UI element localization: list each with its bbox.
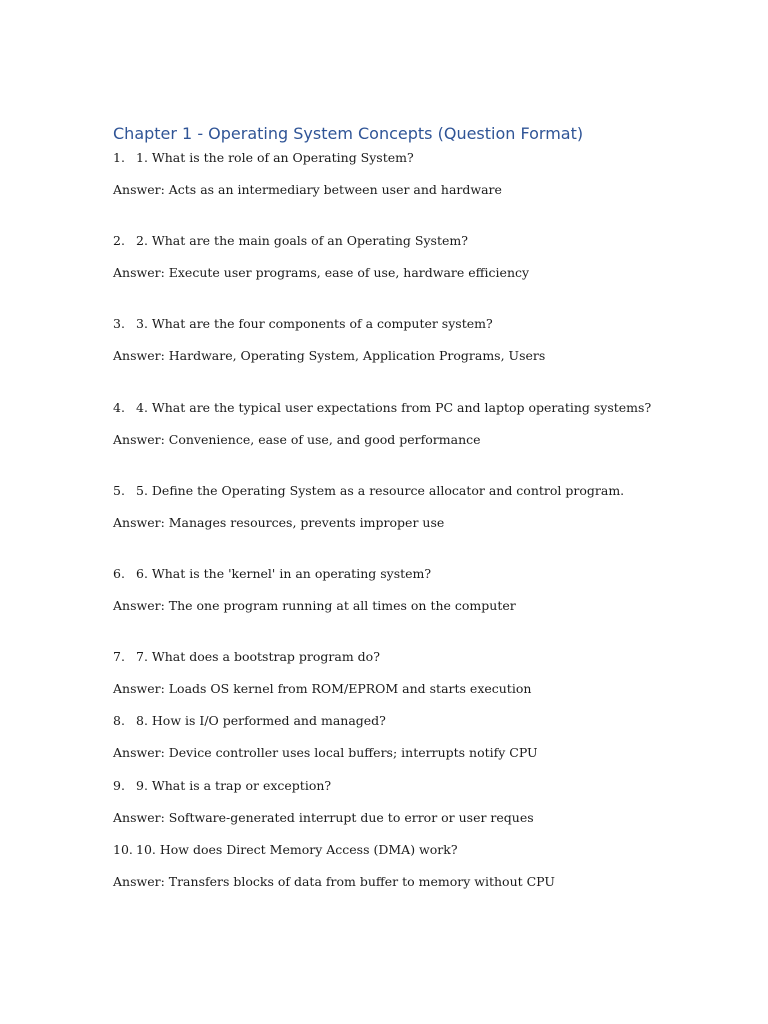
question-text: 6. What is the 'kernel' in an operating system?	[136, 566, 432, 581]
question-text: 10. How does Direct Memory Access (DMA) work?	[136, 842, 458, 857]
answer-text: Answer: Acts as an intermediary between user and hardware	[113, 182, 502, 197]
item-number: 5.	[113, 483, 125, 498]
qa-item	[113, 842, 555, 890]
answer-text: Answer: Manages resources, prevents improper use	[113, 515, 445, 530]
qa-item	[113, 316, 545, 364]
question-line	[113, 566, 516, 582]
qa-item	[113, 778, 534, 826]
qa-item	[113, 150, 502, 198]
question-text: 9. What is a trap or exception?	[136, 778, 332, 793]
qa-item	[113, 483, 624, 531]
question-text: 8. How is I/O performed and managed?	[136, 713, 386, 728]
question-line	[113, 842, 555, 858]
answer-text: Answer: Software-generated interrupt due to error or user reques	[113, 810, 534, 825]
item-number: 2.	[113, 233, 125, 248]
qa-item	[113, 233, 529, 281]
question-line	[113, 233, 529, 249]
question-line	[113, 150, 502, 166]
answer-text: Answer: Convenience, ease of use, and good performance	[113, 432, 481, 447]
qa-item	[113, 649, 531, 697]
question-line	[113, 316, 545, 332]
question-text: 4. What are the typical user expectations from PC and laptop operating systems?	[136, 400, 652, 415]
qa-item	[113, 566, 516, 614]
answer-text: Answer: Execute user programs, ease of use, hardware efficiency	[113, 265, 530, 280]
item-number: 1.	[113, 150, 125, 165]
item-number: 3.	[113, 316, 125, 331]
question-line	[113, 483, 624, 499]
question-line	[113, 713, 538, 729]
question-text: 5. Define the Operating System as a resource allocator and control program.	[136, 483, 625, 498]
answer-text: Answer: Hardware, Operating System, Application Programs, Users	[113, 348, 546, 363]
question-line	[113, 649, 531, 665]
question-text: 2. What are the main goals of an Operating System?	[136, 233, 468, 248]
answer-text: Answer: Device controller uses local buffers; interrupts notify CPU	[113, 745, 538, 760]
question-text: 7. What does a bootstrap program do?	[136, 649, 380, 664]
item-number: 8.	[113, 713, 125, 728]
item-number: 7.	[113, 649, 125, 664]
question-text: 1. What is the role of an Operating System?	[136, 150, 414, 165]
question-line	[113, 400, 651, 416]
document-title: Chapter 1 - Operating System Concepts (Question Format)	[113, 124, 584, 143]
qa-item	[113, 400, 651, 448]
question-line	[113, 778, 534, 794]
item-number: 4.	[113, 400, 125, 415]
qa-item	[113, 713, 538, 761]
item-number: 6.	[113, 566, 125, 581]
item-number: 9.	[113, 778, 125, 793]
item-number: 10.	[113, 842, 133, 857]
answer-text: Answer: Loads OS kernel from ROM/EPROM and starts execution	[113, 681, 532, 696]
answer-text: Answer: The one program running at all times on the computer	[113, 598, 516, 613]
answer-text: Answer: Transfers blocks of data from buffer to memory without CPU	[113, 874, 555, 889]
question-text: 3. What are the four components of a computer system?	[136, 316, 493, 331]
